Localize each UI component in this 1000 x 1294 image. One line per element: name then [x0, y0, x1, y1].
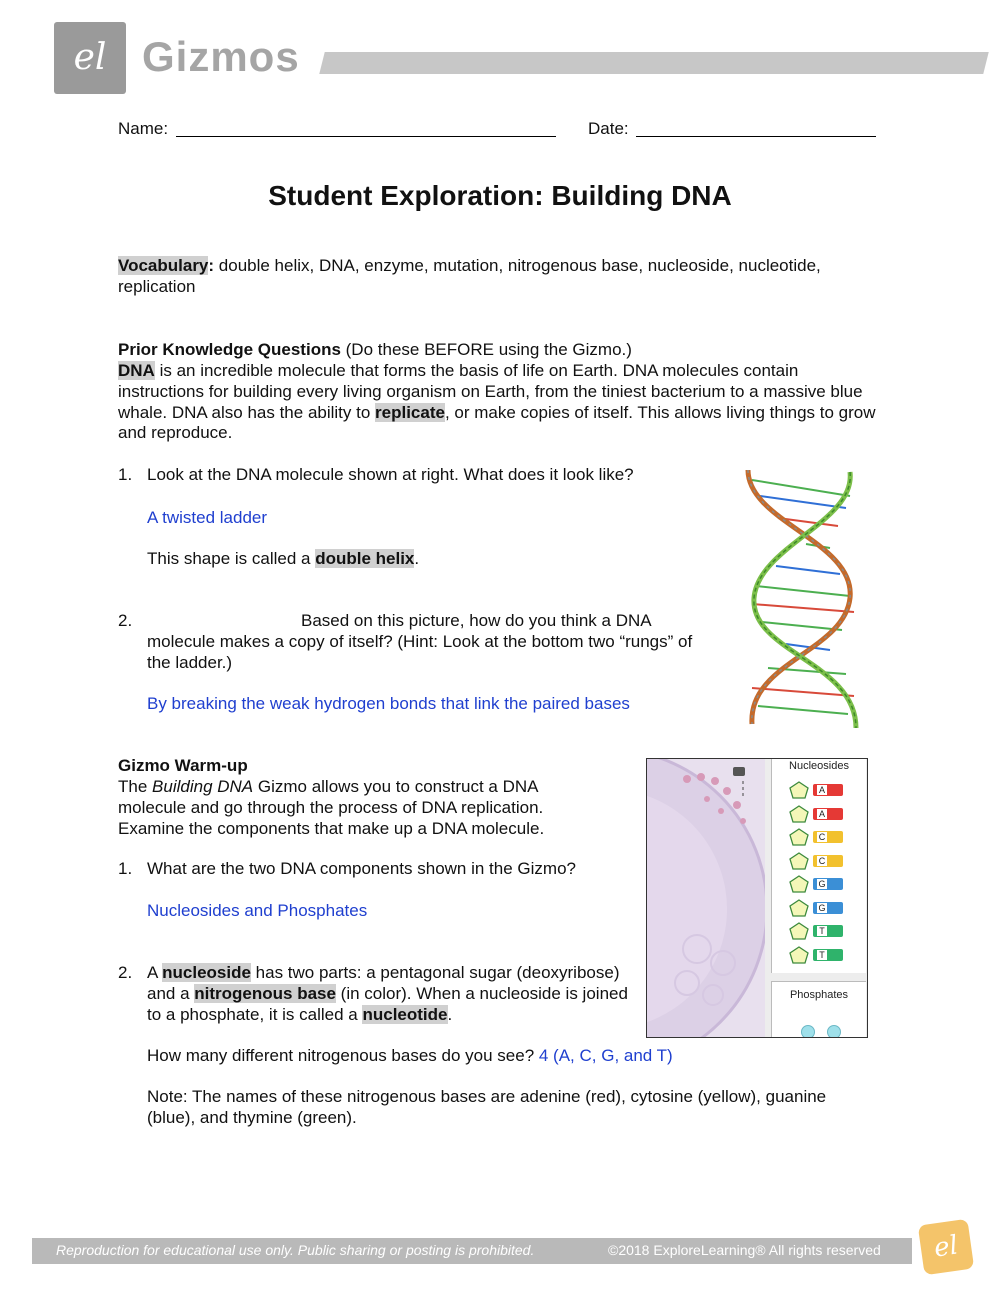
bases-answer[interactable]: 4 (A, C, G, and T): [538, 1046, 673, 1065]
base-letter: G: [818, 879, 826, 889]
phosphate-item[interactable]: [801, 1025, 815, 1038]
brand-title: Gizmos: [142, 33, 300, 80]
prior-q1-shape: [147, 549, 419, 570]
base-tag: [813, 855, 843, 867]
nucleoside-item[interactable]: [789, 781, 853, 799]
base-letter: C: [818, 855, 826, 866]
dna-helix-image: [738, 462, 866, 734]
name-field[interactable]: [176, 118, 556, 137]
name-label: Name:: [118, 119, 169, 138]
base-tag: [813, 878, 843, 890]
warmup-q1-answer[interactable]: Nucleosides and Phosphates: [147, 901, 368, 920]
prior-q2: Based on this picture, how do you think a DNA molecule makes a copy of itself? (Hint: Look at the bottom two “rungs” of the ladder.): [147, 611, 693, 672]
sugar-pentagon-icon: [789, 852, 809, 870]
nucleoside-item[interactable]: [789, 946, 853, 964]
nucleoside-item[interactable]: [789, 805, 853, 823]
base-letter: G: [818, 902, 826, 913]
sugar-pentagon-icon: [789, 946, 809, 964]
warmup-q1-number: 1.: [118, 859, 133, 878]
sugar-pentagon-icon: [789, 781, 809, 799]
date-field[interactable]: [636, 118, 876, 137]
sugar-pentagon-icon: [789, 899, 809, 917]
q2-text-d: .: [447, 1004, 453, 1024]
nucleoside-item[interactable]: [789, 899, 853, 917]
prior-q2-answer[interactable]: By breaking the weak hydrogen bonds that link the paired bases: [147, 694, 630, 713]
warmup-intro: [118, 777, 598, 839]
logo-mark: el: [73, 37, 107, 78]
footer-copyright: ©2018 ExploreLearning® All rights reserved: [608, 1242, 881, 1258]
prior-q1: Look at the DNA molecule shown at right. What does it look like?: [147, 465, 634, 484]
prior-q2-number: 2.: [118, 611, 133, 630]
footer-notice: Reproduction for educational use only. Public sharing or posting is prohibited.: [56, 1242, 535, 1258]
base-letter: T: [817, 950, 827, 960]
sugar-pentagon-icon: [789, 828, 809, 846]
page-title: Student Exploration: Building DNA: [268, 180, 732, 211]
vocabulary-colon: :: [208, 256, 215, 275]
base-tag: [813, 831, 843, 843]
prior-text-2: , or make copies of itself. This allows living things to grow and reproduce.: [118, 402, 876, 443]
base-letter: A: [818, 785, 825, 795]
phosphates-label: Phosphates: [789, 989, 849, 1001]
nucleoside-item[interactable]: [789, 922, 853, 940]
q2-text-c: (in color). When a nucleoside is joined to a phosphate, it is called a: [147, 983, 628, 1024]
base-letter: T: [817, 926, 827, 936]
term-double-helix: double helix: [315, 549, 415, 568]
base-letter: C: [818, 832, 826, 842]
base-letter: A: [818, 808, 825, 819]
prior-heading-title: Prior Knowledge Questions: [118, 340, 341, 359]
sugar-pentagon-icon: [789, 875, 809, 893]
phosphate-item[interactable]: [827, 1025, 841, 1038]
prior-q1-number: 1.: [118, 465, 133, 484]
shape-text: This shape is called a: [147, 549, 316, 568]
prior-q1-answer[interactable]: A twisted ladder: [147, 508, 268, 527]
date-label: Date:: [588, 119, 629, 138]
warmup-q2: [147, 963, 635, 1025]
q2-text-b: has two parts: a pentagonal sugar (deoxyribose) and a: [147, 963, 620, 1003]
prior-text-1: is an incredible molecule that forms the basis of life on Earth. DNA molecules contain instructions for building every living organism on Earth, from the tiniest bacterium to a massive blue whale. DNA also has the ability to: [118, 361, 863, 422]
base-tag: [813, 784, 843, 796]
gizmo-screenshot: [646, 758, 868, 1038]
term-nitrogenous-base: nitrogenous base: [194, 983, 336, 1003]
bases-note: Note: The names of these nitrogenous bases are adenine (red), cytosine (yellow), guanine (blue), and thymine (green).: [147, 1087, 827, 1127]
warmup-q2-number: 2.: [118, 963, 133, 982]
sugar-pentagon-icon: [789, 805, 809, 823]
shape-period: .: [414, 549, 420, 568]
header-bar: [319, 52, 988, 74]
warmup-q1: What are the two DNA components shown in the Gizmo?: [147, 859, 576, 878]
base-tag: [813, 808, 843, 820]
base-tag: [813, 925, 843, 937]
term-nucleoside: nucleoside: [162, 963, 251, 982]
term-nucleotide: nucleotide: [362, 1004, 448, 1024]
prior-heading: [118, 340, 878, 361]
vocabulary-text: double helix, DNA, enzyme, mutation, nitrogenous base, nucleoside, nucleotide, replication: [118, 256, 821, 296]
vocabulary-label: Vocabulary: [118, 256, 209, 275]
nucleoside-item[interactable]: [789, 875, 853, 893]
prior-heading-note: (Do these BEFORE using the Gizmo.): [340, 340, 632, 359]
nucleosides-label: Nucleosides: [789, 760, 849, 772]
bases-question: How many different nitrogenous bases do you see?: [147, 1046, 539, 1065]
footer-logo: el: [918, 1219, 974, 1275]
term-replicate: replicate: [375, 402, 445, 422]
nucleoside-item[interactable]: [789, 828, 853, 846]
base-tag: [813, 902, 843, 914]
warmup-q2-question: [147, 1046, 847, 1067]
warmup-intro-pre: The: [118, 777, 153, 796]
gizmo-name: Building DNA: [152, 777, 254, 796]
q2-text-a: A: [147, 963, 163, 982]
warmup-heading: Gizmo Warm-up: [118, 756, 248, 775]
vocabulary: [118, 256, 878, 298]
sugar-pentagon-icon: [789, 922, 809, 940]
warmup-intro-post: Gizmo allows you to construct a DNA molecule and go through the process of DNA replication. Examine the components that make up a DNA molecule.: [118, 777, 545, 838]
prior-paragraph: [118, 361, 878, 444]
base-tag: [813, 949, 843, 961]
nucleoside-item[interactable]: [789, 852, 853, 870]
term-dna: DNA: [118, 361, 155, 380]
cell-illustration: [647, 759, 767, 1037]
